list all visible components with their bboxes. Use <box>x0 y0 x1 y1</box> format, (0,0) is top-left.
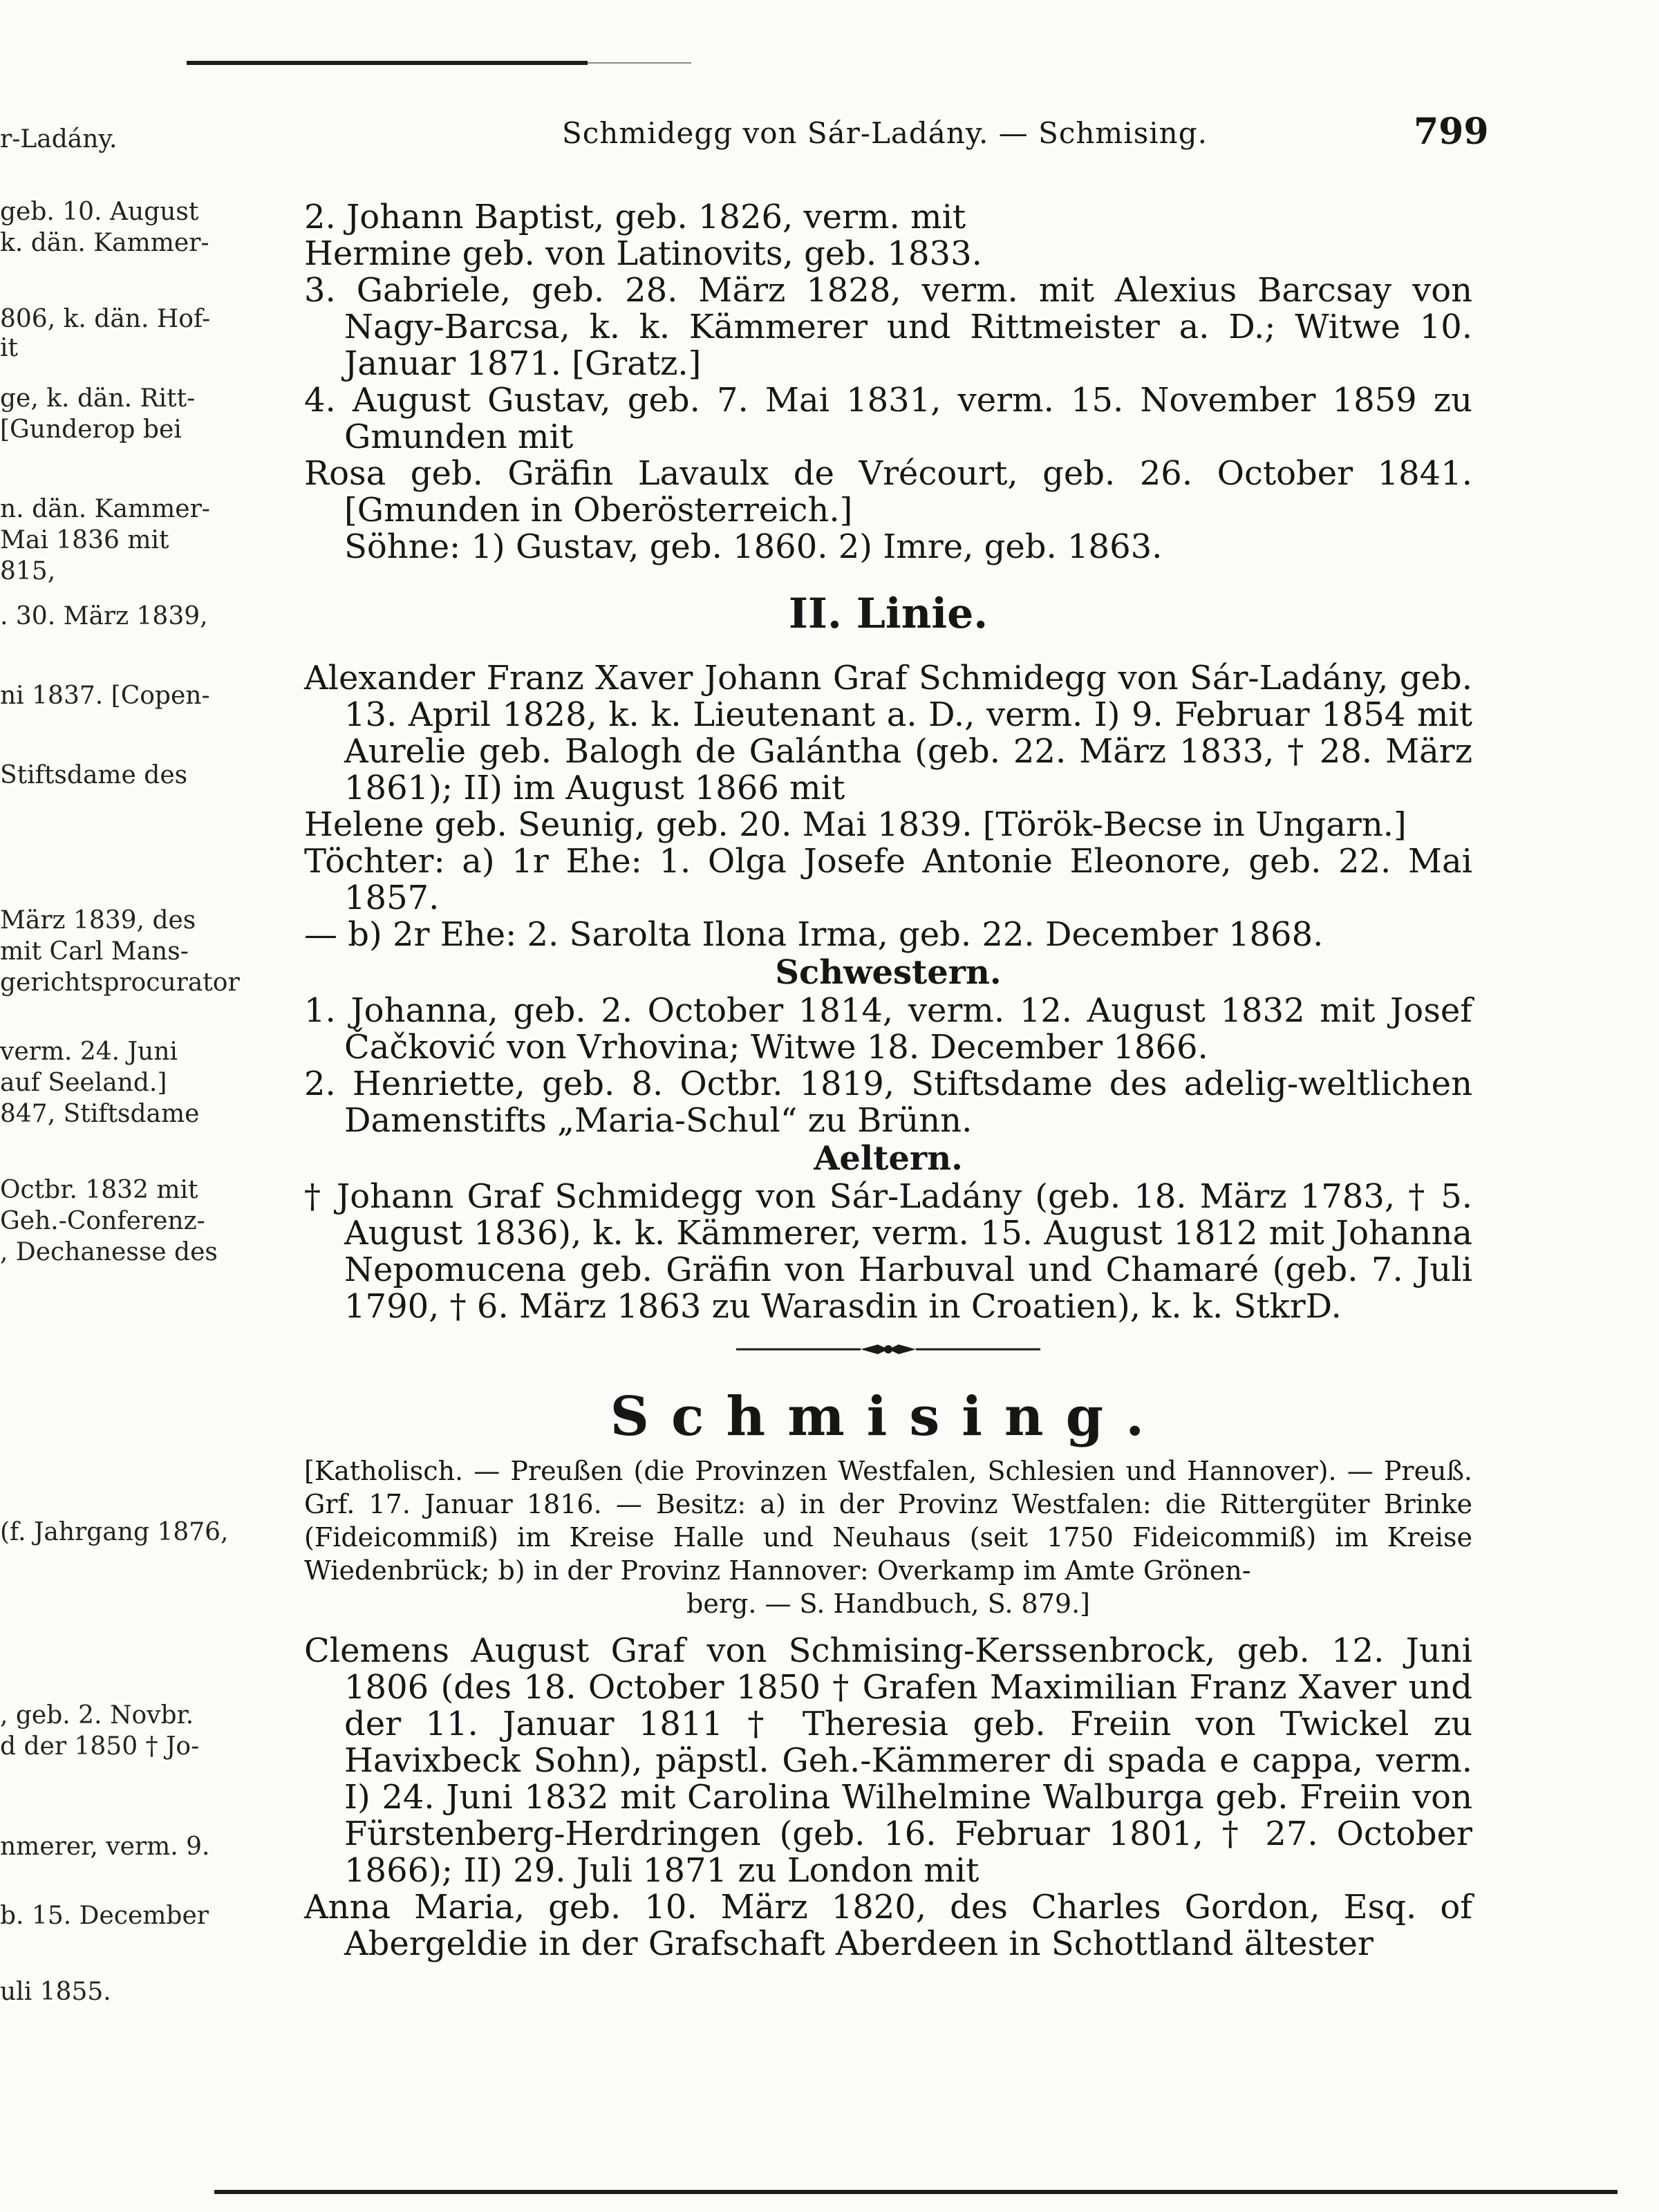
top-rule <box>187 61 588 65</box>
margin-fragment: 806, k. dän. Hof- <box>0 305 211 333</box>
margin-fragment: b. 15. December <box>0 1902 209 1930</box>
entry-alexander: Alexander Franz Xaver Johann Graf Schmidegg von Sár-Ladány, geb. 13. April 1828, k. k. Lieutenant a. D., verm. I) 9. Februar 1854 mit Aurelie geb. Balogh de Galántha (geb. 22. März 1833, † 28. März 1861); II) im August 1866 mit <box>304 659 1472 807</box>
entry-soehne: Söhne: 1) Gustav, geb. 1860. 2) Imre, geb. 1863. <box>344 527 1163 566</box>
section-divider-ornament <box>304 1325 1472 1374</box>
margin-fragment: 815, <box>0 557 56 585</box>
subheading-aeltern: Aeltern. <box>814 1139 963 1178</box>
entry-toechter-a: Töchter: a) 1r Ehe: 1. Olga Josefe Antonie Eleonore, geb. 22. Mai 1857. <box>304 842 1472 917</box>
margin-fragment: , geb. 2. Novbr. <box>0 1701 194 1730</box>
margin-fragment: , Dechanesse des <box>0 1238 218 1266</box>
entry-johann-baptist: 2. Johann Baptist, geb. 1826, verm. mit <box>304 198 966 236</box>
family-note <box>304 1454 1472 1620</box>
margin-fragment: Mai 1836 mit <box>0 526 169 554</box>
margin-fragment: Stiftsdame des <box>0 761 188 789</box>
divider-ornament-icon <box>736 1339 1040 1360</box>
margin-fragment: n. dän. Kammer- <box>0 495 210 523</box>
family-note-last-line: berg. — S. Handbuch, S. 879.] <box>686 1588 1090 1619</box>
margin-fragment: r-Ladány. <box>0 125 118 153</box>
margin-fragment: ni 1837. [Copen- <box>0 682 210 710</box>
entry-august-gustav: 4. August Gustav, geb. 7. Mai 1831, verm. 15. November 1859 zu Gmunden mit <box>304 381 1472 456</box>
margin-fragment: . 30. März 1839, <box>0 602 208 630</box>
margin-fragment: ge, k. dän. Ritt- <box>0 384 196 413</box>
entry-johanna: 1. Johanna, geb. 2. October 1814, verm. 12. August 1832 mit Josef Čačković von Vrhovina; Witwe 18. December 1866. <box>304 991 1472 1067</box>
running-header: Schmidegg von Sár-Ladány. — Schmising. <box>562 116 1208 150</box>
top-rule-thin <box>588 62 691 64</box>
margin-fragment: uli 1855. <box>0 1978 111 2006</box>
margin-fragment: (f. Jahrgang 1876, <box>0 1518 229 1546</box>
subheading-schwestern: Schwestern. <box>775 953 1002 992</box>
entry-gabriele: 3. Gabriele, geb. 28. März 1828, verm. mit Alexius Barcsay von Nagy-Barcsa, k. k. Kämmerer und Rittmeister a. D.; Witwe 10. Januar 1871. [Gratz.] <box>304 271 1472 383</box>
margin-fragment: verm. 24. Juni <box>0 1038 178 1066</box>
entry-helene: Helene geb. Seunig, geb. 20. Mai 1839. [Török-Becse in Ungarn.] <box>304 805 1407 844</box>
margin-fragment: 847, Stiftsdame <box>0 1100 200 1128</box>
margin-fragment: it <box>0 334 18 362</box>
entry-anna-maria: Anna Maria, geb. 10. März 1820, des Charles Gordon, Esq. of Abergeldie in der Grafschaft Aberdeen in Schottland ältester <box>304 1888 1472 1963</box>
margin-fragment: d der 1850 † Jo- <box>0 1732 200 1761</box>
main-text-column <box>304 199 1472 1962</box>
margin-fragment: Geh.-Conferenz- <box>0 1207 205 1235</box>
margin-fragment: k. dän. Kammer- <box>0 229 209 257</box>
margin-fragment: geb. 10. August <box>0 198 199 226</box>
margin-fragment: nmerer, verm. 9. <box>0 1833 210 1861</box>
margin-fragment: auf Seeland.] <box>0 1069 167 1097</box>
entry-aeltern: † Johann Graf Schmidegg von Sár-Ladány (geb. 18. März 1783, † 5. August 1836), k. k. Kämmerer, verm. 15. August 1812 mit Johanna Nepomucena geb. Gräfin von Harbuval und Chamaré (geb. 7. Juli 1790, † 6. März 1863 zu Warasdin in Croatien), k. k. StkrD. <box>304 1177 1472 1326</box>
entry-henriette: 2. Henriette, geb. 8. Octbr. 1819, Stiftsdame des adelig-weltlichen Damenstifts „Maria-Schul“ zu Brünn. <box>304 1065 1472 1140</box>
family-title-schmising: Schmising. <box>610 1385 1167 1448</box>
section-heading-linie-2: II. Linie. <box>788 590 988 638</box>
family-note-body: [Katholisch. — Preußen (die Provinzen Westfalen, Schlesien und Hannover). — Preuß. Grf. 17. Januar 1816. — Besitz: a) in der Provinz Westfalen: die Rittergüter Brinke (Fideicommiß) im Kreise Halle und Neuhaus (seit 1750 Fideicommiß) im Kreise Wiedenbrück; b) in der Provinz Hannover: Overkamp im Amte Grönen- <box>304 1456 1472 1586</box>
margin-fragment: März 1839, des <box>0 906 196 935</box>
margin-fragment: Octbr. 1832 mit <box>0 1176 198 1204</box>
entry-hermine: Hermine geb. von Latinovits, geb. 1833. <box>304 234 982 273</box>
bottom-rule <box>214 2190 1618 2194</box>
entry-rosa: Rosa geb. Gräfin Lavaulx de Vrécourt, geb. 26. October 1841. [Gmunden in Oberösterreich.] <box>304 454 1472 529</box>
margin-fragment: gerichtsprocurator <box>0 968 240 997</box>
margin-fragment: [Gunderop bei <box>0 415 182 444</box>
page-number: 799 <box>1414 111 1489 153</box>
entry-clemens-august: Clemens August Graf von Schmising-Kerssenbrock, geb. 12. Juni 1806 (des 18. October 1850 † Grafen Maximilian Franz Xaver und der 11. Januar 1811 † Theresia geb. Freiin von Twickel zu Havixbeck Sohn), päpstl. Geh.-Kämmerer di spada e cappa, verm. I) 24. Juni 1832 mit Carolina Wilhelmine Walburga geb. Freiin von Fürstenberg-Herdringen (geb. 16. Februar 1801, † 27. October 1866); II) 29. Juli 1871 zu London mit <box>304 1631 1472 1890</box>
entry-toechter-b: — b) 2r Ehe: 2. Sarolta Ilona Irma, geb. 22. December 1868. <box>304 915 1324 954</box>
margin-fragment: mit Carl Mans- <box>0 937 189 966</box>
